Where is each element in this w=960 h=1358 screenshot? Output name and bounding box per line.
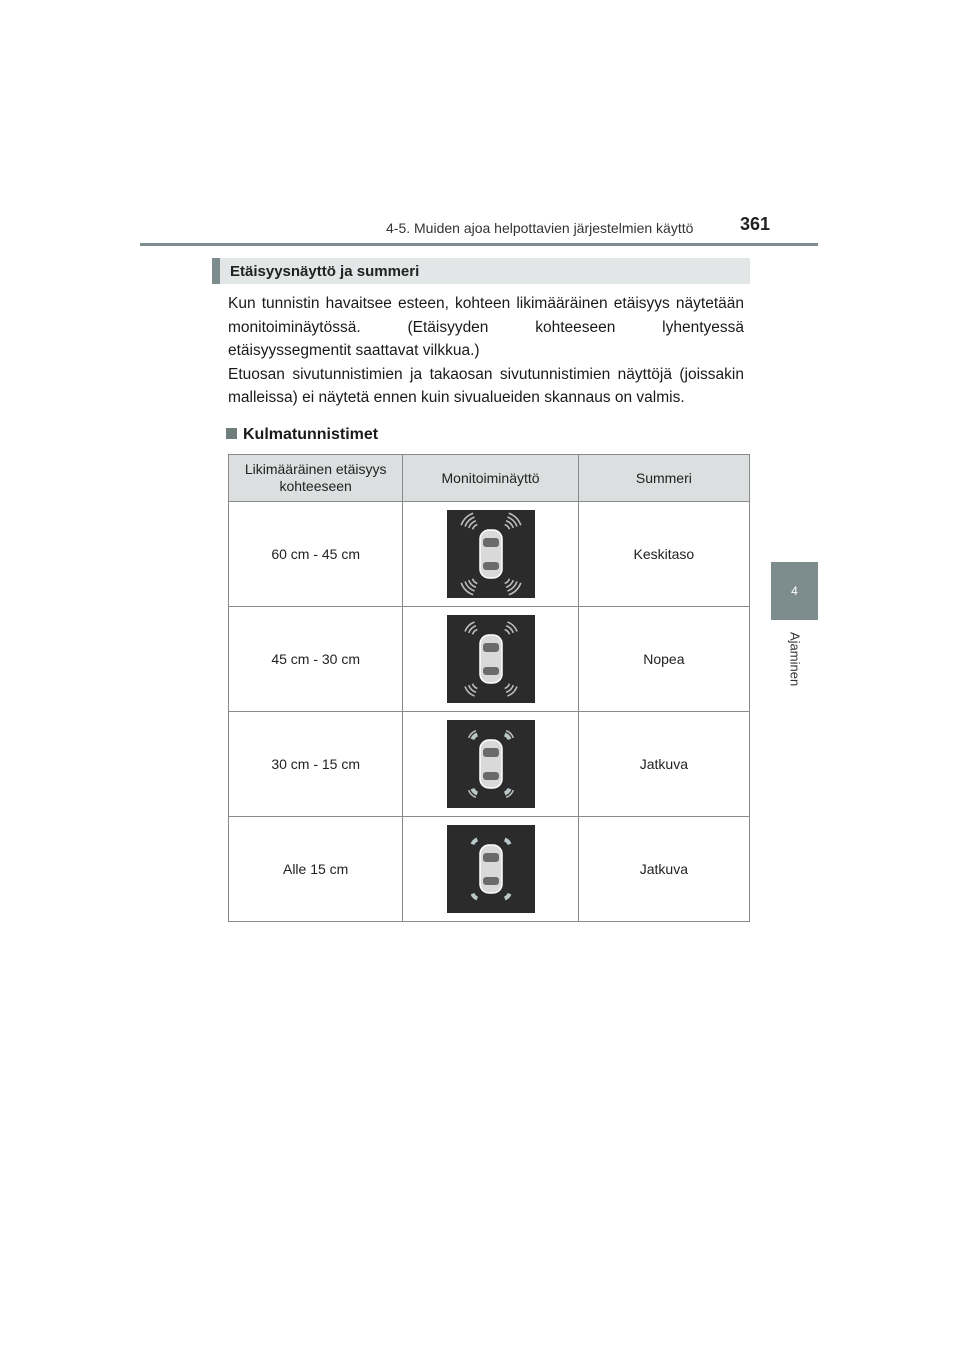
header-buzzer: Summeri [578, 455, 749, 502]
table-row [229, 817, 750, 922]
corner-sensor-display-icon [447, 615, 535, 703]
chapter-number: 4 [791, 584, 798, 598]
section-heading [212, 258, 750, 284]
distance-cell: 45 cm - 30 cm [229, 607, 403, 712]
buzzer-cell: Nopea [578, 607, 749, 712]
square-bullet-icon [226, 428, 237, 439]
display-cell [403, 502, 578, 607]
section-title: Etäisyysnäyttö ja summeri [230, 262, 420, 280]
page-number: 361 [740, 214, 771, 234]
paragraph-2: Etuosan sivutunnistimien ja takaosan sivutunnistimien näyttöjä (joissakin malleissa) ei näytetä ennen kuin sivualueiden skannaus on valmis. [228, 365, 744, 406]
table-row [229, 607, 750, 712]
header-display: Monitoiminäyttö [403, 455, 578, 502]
body-text [228, 292, 744, 410]
section-heading-bar [212, 258, 220, 284]
buzzer-cell: Keskitaso [578, 502, 749, 607]
buzzer-cell: Jatkuva [578, 712, 749, 817]
paragraph-1: Kun tunnistin havaitsee esteen, kohteen likimääräinen etäisyys näytetään monitoiminäytössä. (Etäisyyden kohteeseen lyhentyessä etäisyyssegmentit saattavat vilkkua.) [228, 295, 744, 359]
corner-sensor-display-icon [447, 720, 535, 808]
corner-sensor-display-icon [447, 825, 535, 913]
chapter-label: Ajaminen [787, 632, 803, 687]
table-header-row [229, 455, 750, 502]
corner-sensor-display-icon [447, 510, 535, 598]
display-cell [403, 712, 578, 817]
display-cell [403, 817, 578, 922]
distance-cell: 30 cm - 15 cm [229, 712, 403, 817]
header-rule [140, 243, 818, 246]
chapter-tab [771, 562, 818, 620]
buzzer-cell: Jatkuva [578, 817, 749, 922]
display-cell [403, 607, 578, 712]
subheading [226, 426, 378, 444]
distance-table [228, 454, 750, 922]
distance-cell: 60 cm - 45 cm [229, 502, 403, 607]
table-row [229, 502, 750, 607]
header-distance: Likimääräinen etäisyys kohteeseen [229, 455, 403, 502]
running-header: 4-5. Muiden ajoa helpottavien järjestelmien käyttö [386, 220, 694, 236]
table-row [229, 712, 750, 817]
subheading-text: Kulmatunnistimet [243, 426, 379, 443]
distance-cell: Alle 15 cm [229, 817, 403, 922]
